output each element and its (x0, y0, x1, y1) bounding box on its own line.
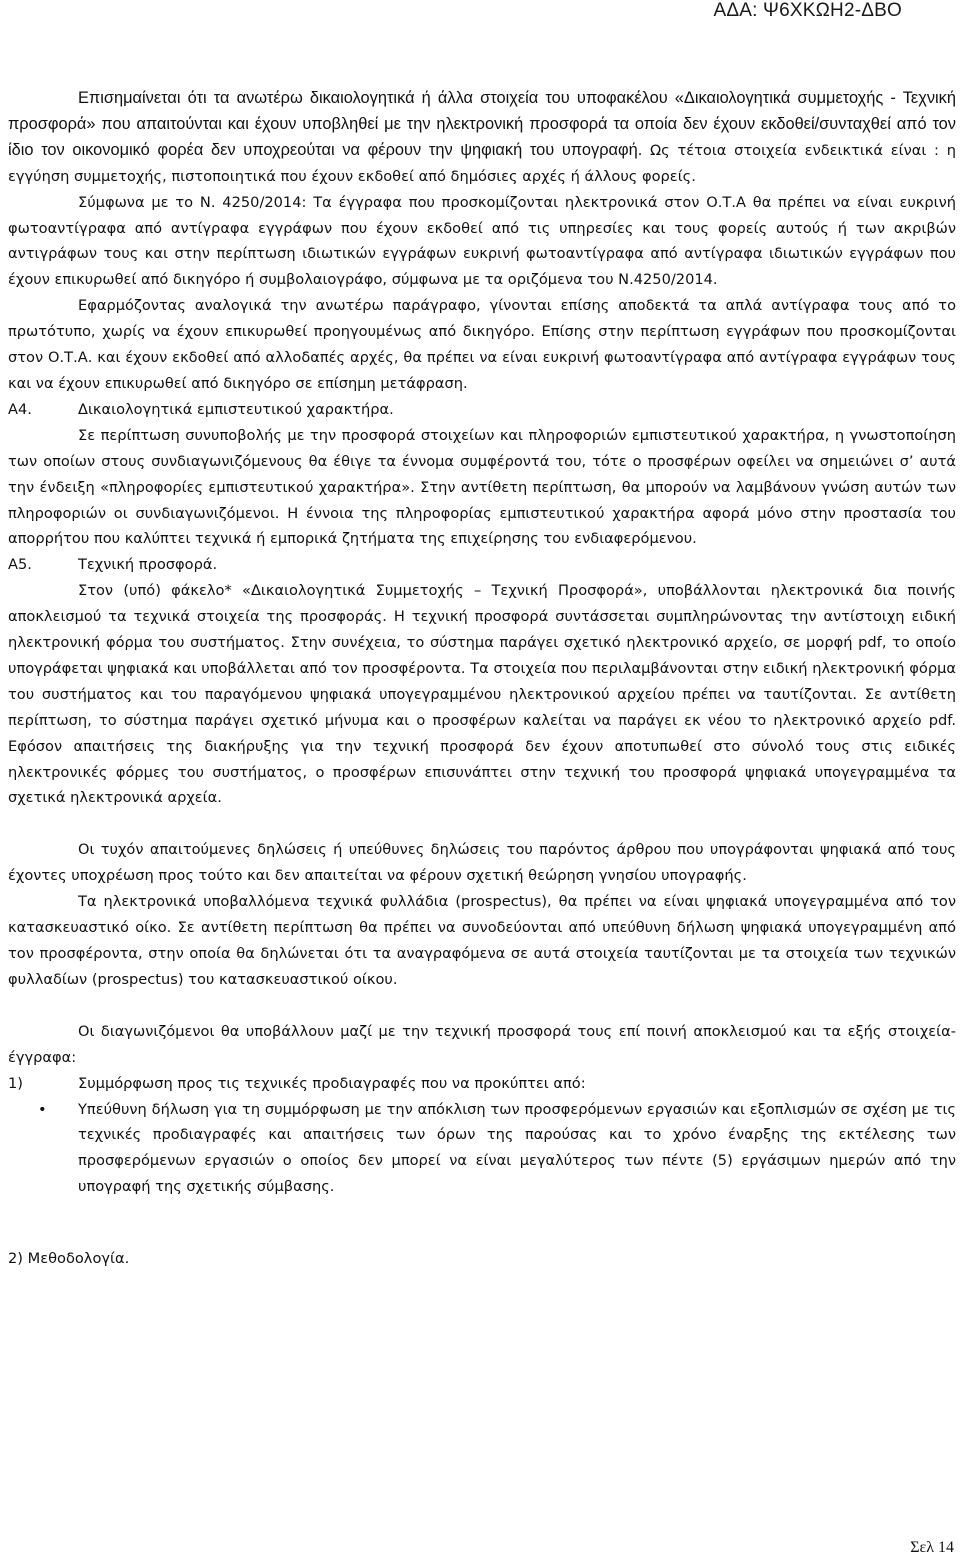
document-body (8, 86, 956, 1272)
list-item-2: 2) Μεθοδολογία. (8, 1250, 130, 1268)
spacer (8, 1200, 956, 1246)
list-item-1 (8, 1071, 956, 1097)
bullet-icon: • (38, 1100, 47, 1118)
section-a5-heading (8, 552, 956, 578)
bullet-text: Υπεύθυνη δήλωση για τη συμμόρφωση με την απόκλιση των προσφερόμενων εργασιών και εξοπλισμών σε σχέση με τις τεχνικές προδιαγραφές και απαιτήσεις των όρων της παρούσας και το χρόνο έναρξης της εκτέλεσης των προσφερόμενων εργασιών ο οποίος δεν μπορεί να είναι μεγαλύτερος των πέντε (5) εργάσιμων ημερών από την υπογραφή της σχετικής σύμβασης. (78, 1100, 956, 1196)
paragraph-technical-offer: Στον (υπό) φάκελο* «Δικαιολογητικά Συμμετοχής – Τεχνική Προσφορά», υποβάλλονται ηλεκτρονικά δια ποινής αποκλεισμού τα τεχνικά στοιχεία της προσφοράς. Η τεχνική προσφορά συντάσσεται συμπληρώνοντας την αντίστοιχη ειδική ηλεκτρονική φόρμα του συστήματος. Στην συνέχεια, το σύστημα παράγει σχετικό ηλεκτρονικό αρχείο, σε μορφή pdf, το οποίο υπογράφεται ψηφιακά και υποβάλλεται από τον προσφέροντα. Τα στοιχεία που περιλαμβάνονται στην ειδική ηλεκτρονική φόρμα του συστήματος και του παραγόμενου ψηφιακά υπογεγραμμένου ηλεκτρονικού αρχείου πρέπει να ταυτίζονται. Σε αντίθετη περίπτωση, το σύστημα παράγει σχετικό μήνυμα και ο προσφέρων καλείται να παράγει εκ νέου το ηλεκτρονικό αρχείο pdf. Εφόσον απαιτήσεις της διακήρυξης για την τεχνική προσφορά δεν έχουν αποτυπωθεί στο σύνολό τους στις ειδικές ηλεκτρονικές φόρμες του συστήματος, ο προσφέρων επισυνάπτει στην τεχνική του προσφορά ψηφιακά υπογεγραμμένα τα σχετικά ηλεκτρονικά αρχεία. (8, 582, 956, 807)
section-number: Α4. (8, 400, 32, 418)
paragraph-declarations: Οι τυχόν απαιτούμενες δηλώσεις ή υπεύθυνες δηλώσεις του παρόντος άρθρου που υπογράφονται ψηφιακά από τους έχοντες υποχρέωση προς τούτο και δεν απαιτείται να φέρουν σχετική θεώρηση γνησίου υπογραφής. (8, 841, 956, 885)
section-title: Τεχνική προσφορά. (78, 556, 218, 574)
paragraph-prospectus: Τα ηλεκτρονικά υποβαλλόμενα τεχνικά φυλλάδια (prospectus), θα πρέπει να είναι ψηφιακά υπογεγραμμένα από τον κατασκευαστικό οίκο. Σε αντίθετη περίπτωση θα πρέπει να συνοδεύονται από υπεύθυνη δήλωση ψηφιακά υπογεγραμμένη από τον προσφέροντα, στην οποία θα δηλώνεται ότι τα αναγραφόμενα σε αυτά στοιχεία ταυτίζονται με τα στοιχεία των τεχνικών φυλλαδίων (prospectus) του κατασκευαστικού οίκου. (8, 893, 956, 988)
paragraph-copies: Εφαρμόζοντας αναλογικά την ανωτέρω παράγραφο, γίνονται επίσης αποδεκτά τα απλά αντίγραφα τους από το πρωτότυπο, χωρίς να έχουν επικυρωθεί προηγουμένως από δικηγόρο. Επίσης στην περίπτωση εγγράφων που προσκομίζονται στον Ο.Τ.Α. και έχουν εκδοθεί από αλλοδαπές αρχές, θα πρέπει να είναι ευκρινή φωτοαντίγραφα από αντίγραφα εγγράφων τους και να έχουν επικυρωθεί από δικηγόρο σε επίσημη μετάφραση. (8, 297, 956, 392)
list-number: 1) (8, 1074, 23, 1092)
paragraph-confidential: Σε περίπτωση συνυποβολής με την προσφορά στοιχείων και πληροφοριών εμπιστευτικού χαρακτήρα, η γνωστοποίηση των οποίων στους συνδιαγωνιζόμενους θα έθιγε τα έννομα συμφέροντά του, τότε ο προσφέρων οφείλει να σημειώνει σ’ αυτά την ένδειξη «πληροφορίες εμπιστευτικού χαρακτήρα». Στην αντίθετη περίπτωση, θα μπορούν να λαμβάνουν γνώση αυτών των πληροφοριών οι συνδιαγωνιζόμενοι. Η έννοια της πληροφορίας εμπιστευτικού χαρακτήρα αφορά μόνο στην προστασία του απορρήτου που καλύπτει τεχνικά ή εμπορικά ζητήματα της επιχείρησης του ενδιαφερόμενου. (8, 426, 956, 548)
list-text: Συμμόρφωση προς τις τεχνικές προδιαγραφές που να προκύπτει από: (78, 1074, 586, 1092)
spacer (8, 811, 956, 837)
section-a4-heading (8, 397, 956, 423)
paragraph-text: Επισημαίνεται ότι τα ανωτέρω δικαιολογητικά ή άλλα στοιχεία του υποφακέλου «Δικαιολογητικά συμμετοχής - Τεχνική προσφορά» που απαιτούνται και έχουν υποβληθεί με την ηλεκτρονική προσφορά τα οποία δεν έχουν εκδοθεί/συνταχθεί από τον ίδιο τον οικονομικό φορέα δεν υποχρεούται να φέρουν την ψηφιακή του υπογραφή. Ως τέτοια στοιχεία ενδεικτικά είναι : η εγγύηση συμμετοχής, πιστοποιητικά που έχουν εκδοθεί από δημόσιες αρχές ή άλλους φορείς. (8, 89, 956, 185)
section-number: Α5. (8, 556, 32, 574)
ada-code: ΑΔΑ: Ψ6ΧΚΩΗ2-ΔΒΟ (713, 0, 902, 21)
section-title: Δικαιολογητικά εμπιστευτικού χαρακτήρα. (78, 400, 394, 418)
page-number: Σελ 14 (910, 1539, 954, 1556)
paragraph-documents-intro: Οι διαγωνιζόμενοι θα υποβάλλουν μαζί με την τεχνική προσφορά τους επί ποινή αποκλεισμού και τα εξής στοιχεία- έγγραφα: (8, 1022, 956, 1066)
paragraph-law-4250: Σύμφωνα με το Ν. 4250/2014: Τα έγγραφα που προσκομίζονται ηλεκτρονικά στον Ο.Τ.Α θα πρέπει να είναι ευκρινή φωτοαντίγραφα από αντίγραφα εγγράφων που έχουν εκδοθεί από τις υπηρεσίες και τους φορείς αυτούς ή των ακριβών αντιγράφων τους και στην περίπτωση ιδιωτικών εγγράφων ευκρινή φωτοαντίγραφα από αντίγραφα ιδιωτικών εγγράφων που έχουν επικυρωθεί από δικηγόρο ή συμβολαιογράφο, σύμφωνα με τα οριζόμενα του Ν.4250/2014. (8, 193, 956, 289)
spacer (8, 993, 956, 1019)
paragraph-signature-note (8, 86, 956, 190)
bullet-item (8, 1097, 956, 1201)
